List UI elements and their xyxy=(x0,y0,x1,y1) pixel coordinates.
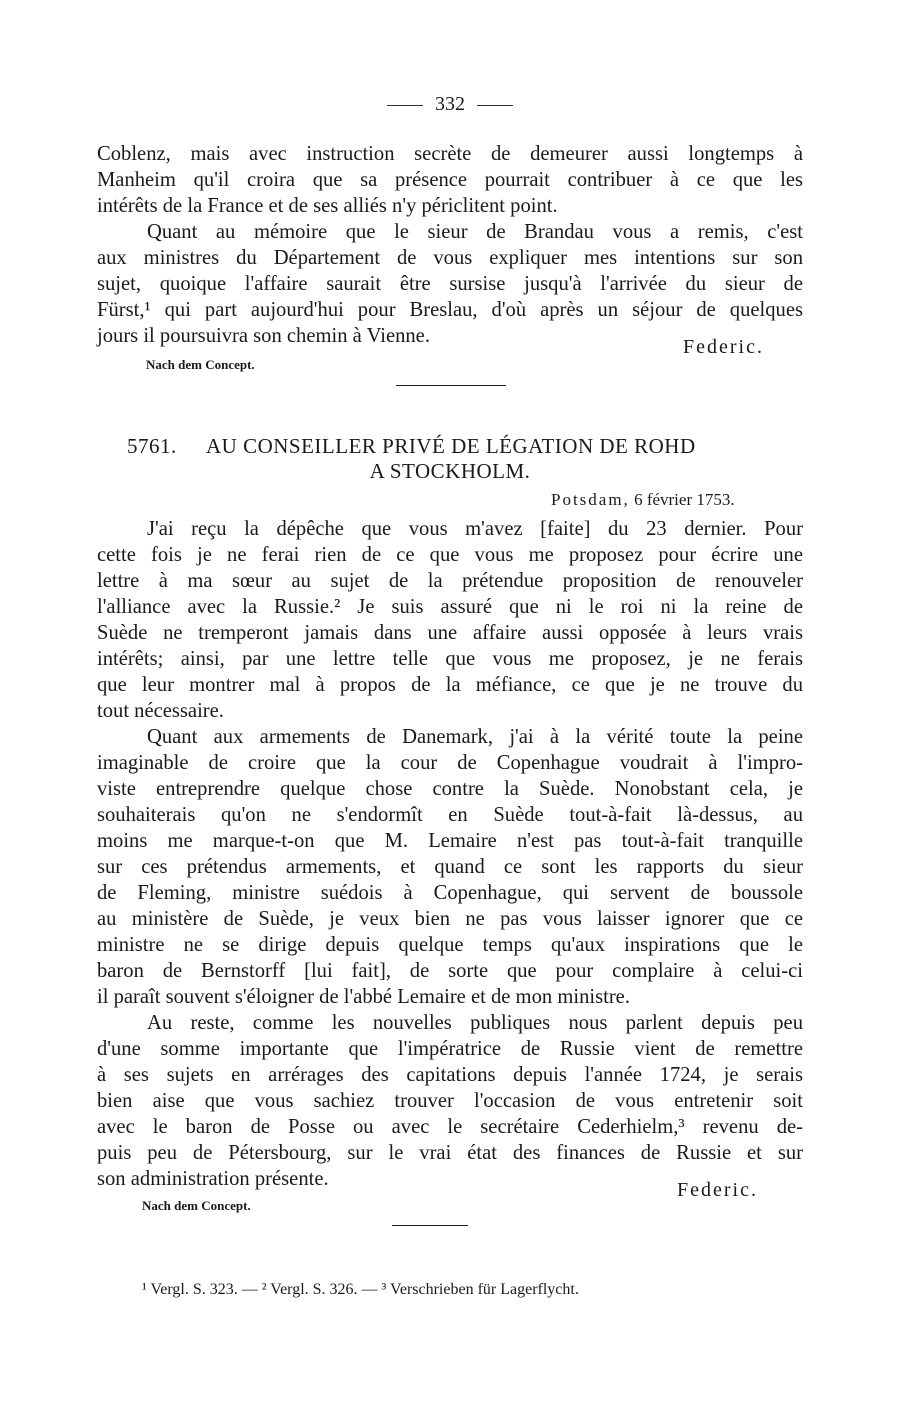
letter1-line: jours il poursuivra son chemin à Vienne. xyxy=(97,325,430,347)
letter-number: 5761. xyxy=(127,434,177,458)
letter2-line: d'une somme importante que l'impératrice de Russie vient de remettre xyxy=(97,1038,803,1060)
letter2-line: Au reste, comme les nouvelles publiques nous parlent depuis peu xyxy=(147,1012,803,1034)
letter-place: Potsdam, xyxy=(551,490,630,509)
letter1-line: Manheim qu'il croira que sa présence pourrait contribuer à ce que les xyxy=(97,169,803,191)
letter1-line: sujet, quoique l'affaire saurait être sursise jusqu'à l'arrivée du sieur de xyxy=(97,273,803,295)
letter2-line: lettre à ma sœur au sujet de la prétendue proposition de renouveler xyxy=(97,570,803,592)
letter2-line: Suède ne tremperont jamais dans une affaire aussi opposée à leurs vrais xyxy=(97,622,803,644)
page-number-text: 332 xyxy=(435,93,465,115)
letter2-line: intérêts; ainsi, par une lettre telle que vous me proposez, je ne ferais xyxy=(97,648,803,670)
letter2-signature: Federic. xyxy=(677,1179,758,1201)
letter2-line: J'ai reçu la dépêche que vous m'avez [faite] du 23 dernier. Pour xyxy=(147,518,803,540)
footnotes: ¹ Vergl. S. 323. — ² Vergl. S. 326. — ³ Verschrieben für Lagerflycht. xyxy=(142,1281,579,1298)
letter2-line: ministre ne se dirige depuis quelque temps qu'aux inspirations que le xyxy=(97,934,803,956)
letter2-line: il paraît souvent s'éloigner de l'abbé Lemaire et de mon ministre. xyxy=(97,986,630,1008)
letter-heading-line2: A STOCKHOLM. xyxy=(369,459,531,483)
letter2-line: viste entreprendre quelque chose contre la Suède. Nonobstant cela, je xyxy=(97,778,803,800)
letter2-line: sur ces prétendus armements, et quand ce sont les rapports du sieur xyxy=(97,856,803,878)
letter1-line: Fürst,¹ qui part aujourd'hui pour Breslau, d'où après un séjour de quelques xyxy=(97,299,803,321)
letter2-line: souhaiterais qu'on ne s'endormît en Suède tout-à-fait là-dessus, au xyxy=(97,804,803,826)
footnote-divider xyxy=(392,1225,468,1226)
letter2-line: que leur montrer mal à propos de la méfiance, ce que je ne trouve du xyxy=(97,674,803,696)
letter2-line: avec le baron de Posse ou avec le secrétaire Cederhielm,³ revenu de- xyxy=(97,1116,803,1138)
letter1-signature: Federic. xyxy=(683,336,764,358)
letter-heading-line1: AU CONSEILLER PRIVÉ DE LÉGATION DE ROHD xyxy=(206,434,696,458)
letter2-line: de Fleming, ministre suédois à Copenhague, qui servent de boussole xyxy=(97,882,803,904)
letter2-line: Quant aux armements de Danemark, j'ai à la vérité toute la peine xyxy=(147,726,803,748)
letter1-line: intérêts de la France et de ses alliés n'y périclitent point. xyxy=(97,195,558,217)
letter2-line: tout nécessaire. xyxy=(97,700,224,722)
letter2-line: baron de Bernstorff [lui fait], de sorte que pour complaire à celui-ci xyxy=(97,960,803,982)
letter2-line: puis peu de Pétersbourg, sur le vrai état des finances de Russie et sur xyxy=(97,1142,803,1164)
page-number-dash-left xyxy=(387,105,423,106)
letter2-line: imaginable de croire que la cour de Copenhague voudrait à l'impro- xyxy=(97,752,803,774)
letter2-line: l'alliance avec la Russie.² Je suis assuré que ni le roi ni la reine de xyxy=(97,596,803,618)
letter1-line: aux ministres du Département de vous expliquer mes intentions sur son xyxy=(97,247,803,269)
letter2-line: à ses sujets en arrérages des capitations depuis l'année 1724, je serais xyxy=(97,1064,803,1086)
letter1-line: Quant au mémoire que le sieur de Brandau vous a remis, c'est xyxy=(147,221,803,243)
letter2-source: Nach dem Concept. xyxy=(142,1198,251,1213)
letter2-line: son administration présente. xyxy=(97,1168,329,1190)
letter1-source: Nach dem Concept. xyxy=(146,357,255,372)
letter2-line: bien aise que vous sachiez trouver l'occasion de vous entretenir soit xyxy=(97,1090,803,1112)
page-number xyxy=(0,93,900,116)
letter1-line: Coblenz, mais avec instruction secrète de demeurer aussi longtemps à xyxy=(97,143,803,165)
page-number-dash-right xyxy=(477,105,513,106)
section-divider xyxy=(396,385,506,386)
letter-date: 6 février 1753. xyxy=(634,490,735,509)
letter-dateline xyxy=(551,490,735,510)
letter2-line: au ministère de Suède, je veux bien ne pas vous laisser ignorer que ce xyxy=(97,908,803,930)
letter2-line: moins me marque-t-on que M. Lemaire n'est pas tout-à-fait tranquille xyxy=(97,830,803,852)
letter2-line: cette fois je ne ferai rien de ce que vous me proposez pour écrire une xyxy=(97,544,803,566)
